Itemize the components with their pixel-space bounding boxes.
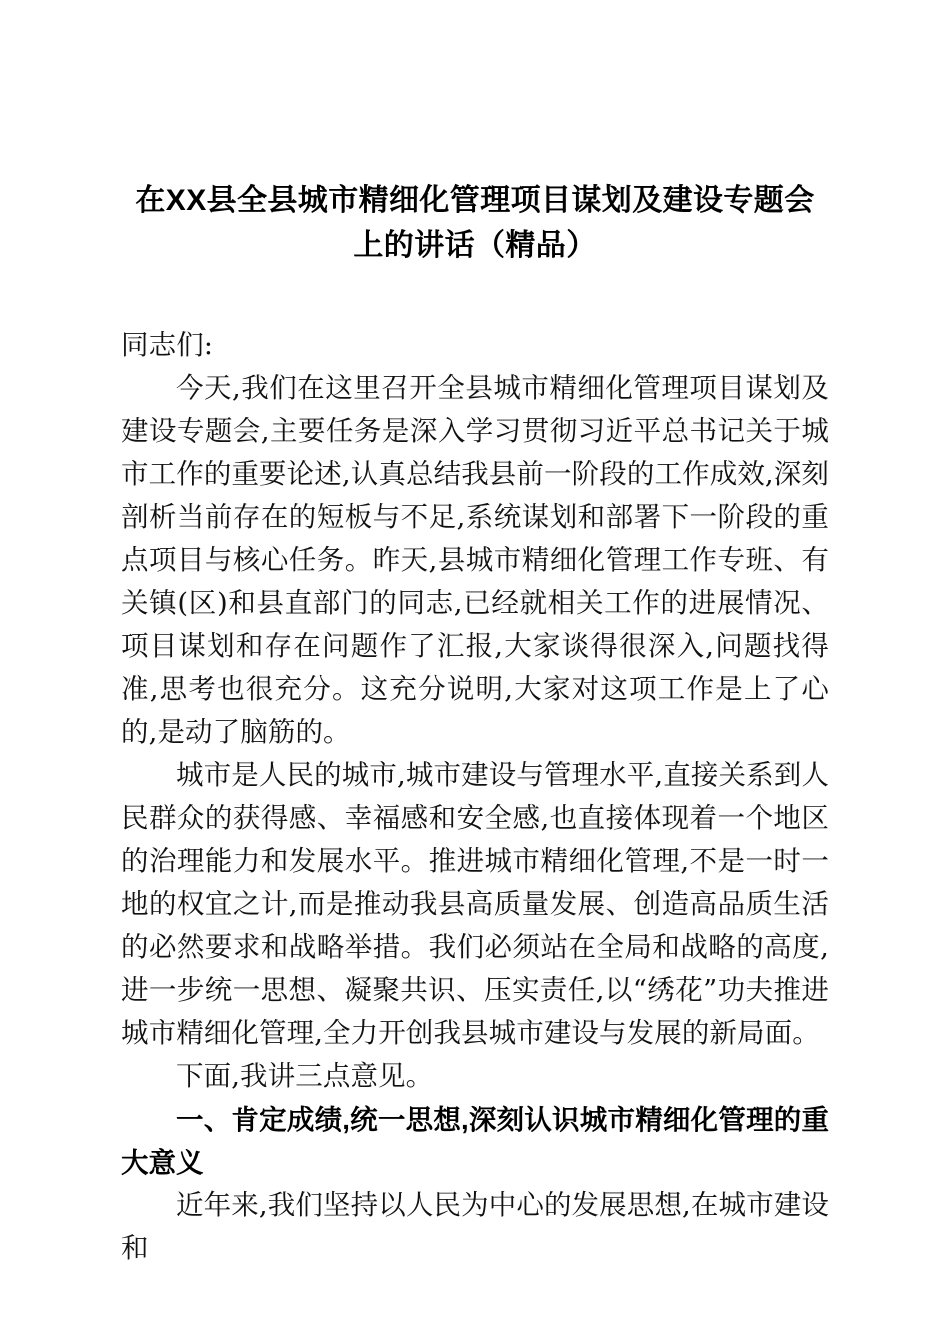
paragraph-2: 城市是人民的城市,城市建设与管理水平,直接关系到人民群众的获得感、幸福感和安全感,也直接体现着一个地区的治理能力和发展水平。推进城市精细化管理,不是一时一地的权宜之计,而是推动我县高质量发展、创造高品质生活的必然要求和战略举措。我们必须站在全局和战略的高度,进一步统一思想、凝聚共识、压实责任,以“绣花”功夫推进城市精细化管理,全力开创我县城市建设与发展的新局面。 bbox=[121, 759, 829, 1049]
document-body bbox=[121, 178, 829, 1270]
paragraph-4: 近年来,我们坚持以人民为中心的发展思想,在城市建设和 bbox=[121, 1189, 829, 1264]
paragraph-1: 今天,我们在这里召开全县城市精细化管理项目谋划及建设专题会,主要任务是深入学习贯彻习近平总书记关于城市工作的重要论述,认真总结我县前一阶段的工作成效,深刻剖析当前存在的短板与不足,系统谋划和部署下一阶段的重点项目与核心任务。昨天,县城市精细化管理工作专班、有关镇(区)和县直部门的同志,已经就相关工作的进展情况、项目谋划和存在问题作了汇报,大家谈得很深入,问题找得准,思考也很充分。这充分说明,大家对这项工作是上了心的,是动了脑筋的。 bbox=[121, 372, 829, 748]
paragraph-3: 下面,我讲三点意见。 bbox=[176, 1060, 434, 1092]
salutation: 同志们: bbox=[121, 329, 214, 361]
title-spacer bbox=[121, 268, 829, 324]
page-title: 在XX县全县城市精细化管理项目谋划及建设专题会上的讲话（精品） bbox=[135, 184, 815, 262]
section-heading-1: 一、肯定成绩,统一思想,深刻认识城市精细化管理的重大意义 bbox=[121, 1104, 829, 1178]
